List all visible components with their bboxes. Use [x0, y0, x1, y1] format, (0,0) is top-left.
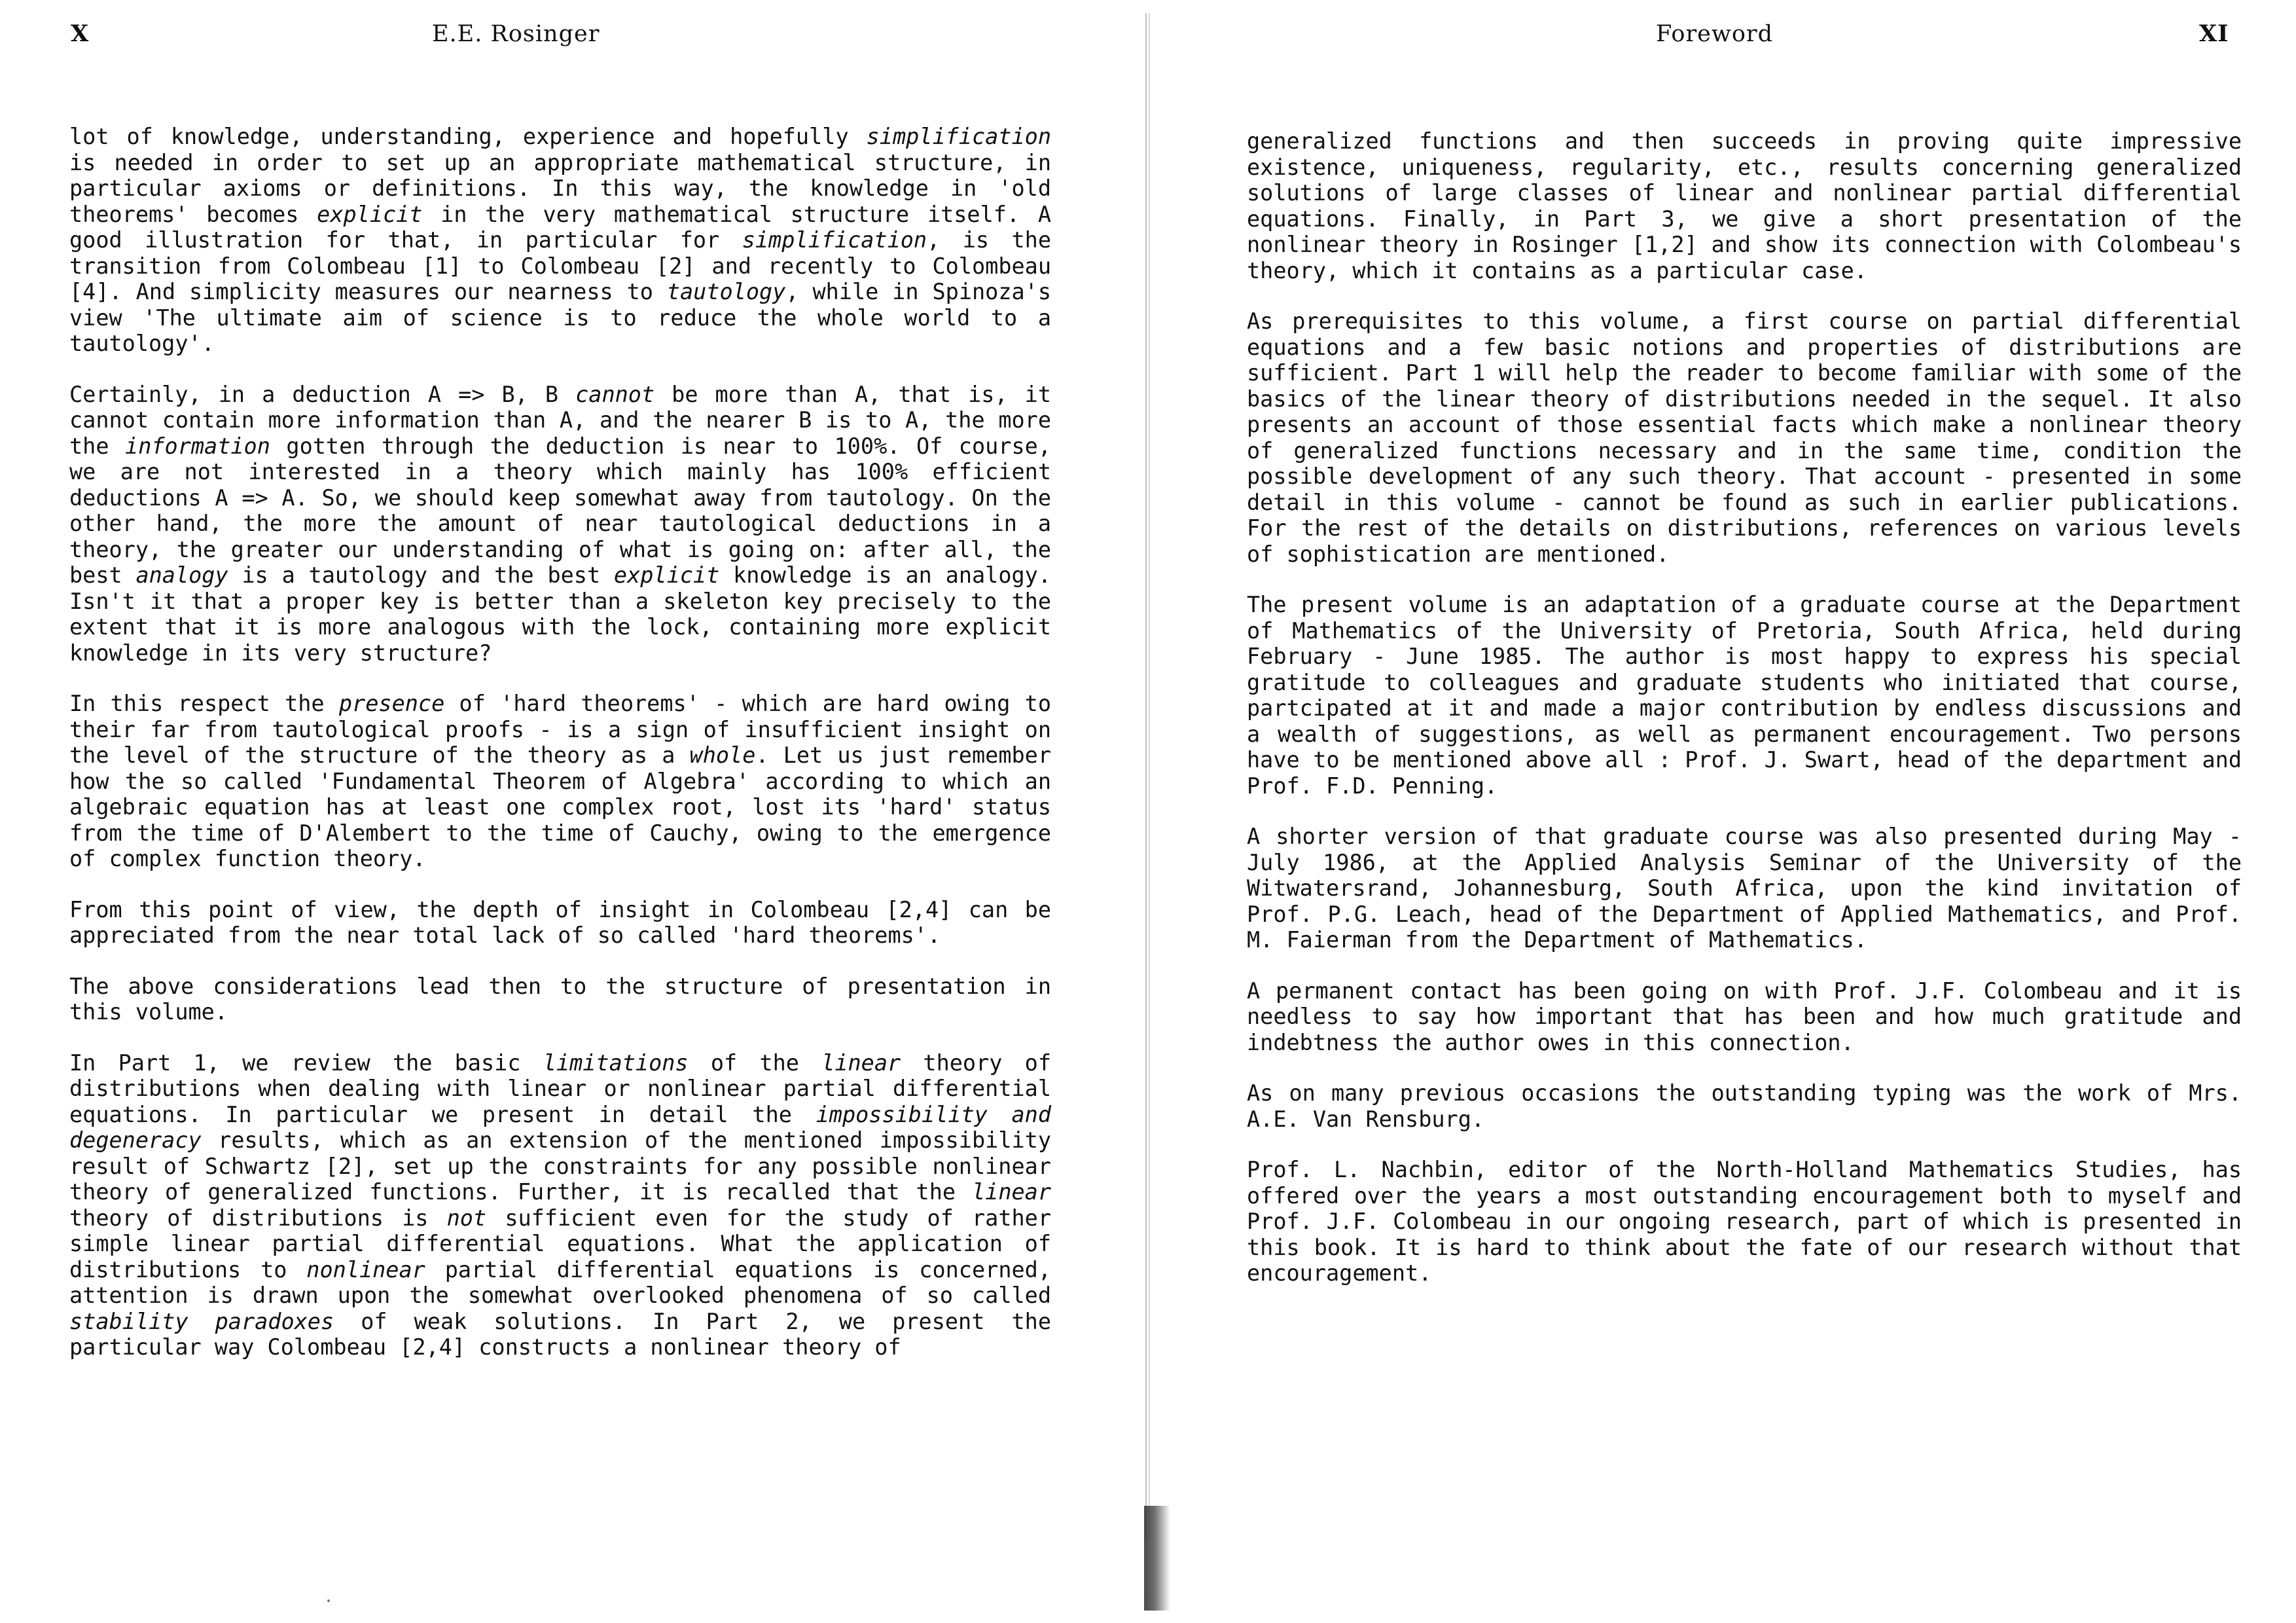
paragraph	[69, 382, 1051, 666]
text-run: of weak solutions. In Part 2, we present the particular way Colombeau [2,4] constructs a nonlinear theory of	[69, 1308, 1051, 1360]
paragraph	[1247, 824, 2242, 953]
paragraph	[69, 897, 1051, 949]
text-run: The present volume is an adaptation of a graduate course at the Department of Mathematics of the University of Pretoria, South Africa, held during February - June 1985. The author is most happy to express his special gratitude to colleagues and graduate students who initiated that course, partcipated at it and made a major contribution by endless discussions and a wealth of suggestions, as well as permanent encouragement. Two persons have to be mentioned above all : Prof. J. Swart, head of the department and Prof. F.D. Penning.	[1247, 592, 2242, 799]
left-page	[0, 0, 1145, 1623]
paragraph	[69, 1050, 1051, 1360]
page-speck	[327, 1599, 330, 1602]
text-run: results, which as an extension of the mentioned impossibility result of Schwartz [2], set up the constraints for any possible nonlinear theory of generalized functions. Further, it is recalled that the	[69, 1127, 1051, 1205]
text-run: , while in Spinoza's view 'The ultimate aim of science is to reduce the whole world to a tautology'.	[69, 279, 1051, 356]
book-gutter	[1144, 13, 1152, 1611]
paragraph	[1247, 978, 2242, 1056]
paragraph	[1247, 1157, 2242, 1286]
emphasis-text: linear	[971, 1179, 1051, 1205]
emphasis-text: stability paradoxes	[69, 1308, 334, 1334]
text-run: knowledge is an analogy. Isn't it that a proper key is better than a skeleton key precisely to the extent that it is more analogous with the lock, containing more explicit knowledge in its very structure?	[69, 562, 1051, 666]
text-run: theory of distributions is	[69, 1205, 447, 1231]
text-run: in the very mathematical structure itself. A good illustration for that, in particular for	[69, 201, 1051, 253]
text-run: of 'hard theorems' - which are hard owing to their far from tautological proofs - is a sign of insufficient insight on the level of the structure of the theory as a	[69, 691, 1051, 768]
text-run: As prerequisites to this volume, a first course on partial differential equations and a few basic notions and properties of distributions are sufficient. Part 1 will help the reader to become familiar with some of the basics of the linear theory of distributions needed in the sequel. It also presents an account of those essential facts which make a nonlinear theory of generalized functions necessary and in the same time, condition the possible development of any such theory. That account - presented in some detail in this volume - cannot be found as such in earlier publications. For the rest of the details on distributions, references on various levels of sophistication are mentioned.	[1247, 308, 2242, 567]
paragraph	[1247, 592, 2242, 799]
emphasis-text: whole	[689, 742, 756, 768]
gutter-line	[1145, 13, 1147, 1539]
paragraph	[1247, 1080, 2242, 1132]
text-run: be more than A, that is, it cannot contain more information than A, and the nearer B is to A, the more the	[69, 381, 1051, 459]
paragraph	[1247, 128, 2242, 283]
text-run: . Let us just remember how the so called 'Fundamental Theorem of Algebra' according to which an algebraic equation has at least one complex root, lost its 'hard' status from the time of D'Alembert to the time of Cauchy, owing to the emergence of complex function theory.	[69, 742, 1051, 871]
emphasis-text: simplification	[866, 124, 1051, 149]
emphasis-text: linear	[821, 1049, 901, 1076]
running-head-author: E.E. Rosinger	[432, 21, 600, 47]
text-run: A shorter version of that graduate course was also presented during May - July 1986, at the Applied Analysis Seminar of the University of the Witwatersrand, Johannesburg, South Africa, upon the kind invitation of Prof. P.G. Leach, head of the Department of Applied Mathematics, and Prof. M. Faierman from the Department of Mathematics.	[1247, 824, 2242, 953]
text-run: Prof. L. Nachbin, editor of the North-Holland Mathematics Studies, has offered over the years a most outstanding encouragement both to myself and Prof. J.F. Colombeau in our ongoing research, part of which is presented in this book. It is hard to think about the fate of our research without that encouragement.	[1247, 1157, 2242, 1286]
gutter-line	[1149, 13, 1150, 1539]
paragraph	[1247, 308, 2242, 567]
paragraph	[69, 124, 1051, 357]
page-number-left: X	[71, 20, 90, 47]
text-run: is a tautology and the best	[228, 562, 614, 588]
text-run: partial differential equations is concerned, attention is drawn upon the somewhat overlooked phenomena of so called	[69, 1256, 1051, 1308]
text-run: In Part 1, we review the basic	[69, 1049, 543, 1076]
emphasis-text: nonlinear	[306, 1256, 425, 1283]
page-number-right: XI	[2199, 20, 2229, 47]
text-run: of the	[688, 1049, 822, 1076]
emphasis-text: explicit	[317, 201, 423, 227]
text-run: generalized functions and then succeeds in proving quite impressive existence, uniqueness, regularity, etc., results concerning generalized solutions of large classes of linear and nonlinear partial differential equations. Finally, in Part 3, we give a short presentation of the nonlinear theory in Rosinger [1,2] and show its connection with Colombeau's theory, which it contains as a particular case.	[1247, 128, 2242, 283]
emphasis-text: tautology	[666, 279, 786, 304]
emphasis-text: explicit	[613, 562, 720, 588]
emphasis-text: presence	[338, 691, 445, 716]
emphasis-text: limitations	[543, 1049, 689, 1076]
text-run: In this respect the	[69, 691, 339, 716]
emphasis-text: information	[125, 433, 270, 459]
text-run: , is the transition from Colombeau [1] to Colombeau [2] and recently to Colombeau [4]. And simplicity measures our nearness to	[69, 227, 1051, 304]
text-run: is needed in order to set up an appropriate mathematical structure, in particular axioms or definitions. In this way, the knowledge in 'old theorems' becomes	[69, 149, 1051, 227]
left-body-text	[69, 124, 1051, 1385]
paragraph	[69, 691, 1051, 872]
right-page	[1152, 0, 2296, 1623]
emphasis-text: analogy	[135, 562, 228, 588]
text-run: lot of knowledge, understanding, experience and hopefully	[69, 124, 867, 149]
running-head-section: Foreword	[1656, 21, 1774, 47]
text-run: sufficient even for the study of rather simple linear partial differential equations. What the application of distributions to	[69, 1205, 1051, 1283]
text-run: gotten through the deduction is near to 100%. Of course, we are not interested in a theory which mainly has 100% efficient deductions A => A. So, we should keep somewhat away from tautology. On the other hand, the more the amount of near tautological deductions in a theory, the greater our understanding of what is going on: after all, the best	[69, 433, 1051, 588]
text-run: Certainly, in a deduction A => B, B	[69, 381, 576, 407]
emphasis-text: simplification	[742, 227, 927, 253]
text-run: The above considerations lead then to the structure of presentation in this volume.	[69, 973, 1051, 1025]
text-run: theory of distributions when dealing with linear or nonlinear partial differential equations. In particular we present in detail the	[69, 1049, 1051, 1127]
emphasis-text: impossibility and degeneracy	[69, 1101, 1051, 1153]
paragraph	[69, 974, 1051, 1025]
emphasis-text: not	[446, 1205, 487, 1231]
text-run: A permanent contact has been going on with Prof. J.F. Colombeau and it is needless to say how important that has been and how much gratitude and indebtness the author owes in this connection.	[1247, 977, 2242, 1055]
emphasis-text: cannot	[575, 381, 655, 407]
text-run: As on many previous occasions the outstanding typing was the work of Mrs. A.E. Van Rensburg.	[1247, 1080, 2242, 1132]
right-body-text	[1247, 128, 2242, 1311]
text-run: From this point of view, the depth of insight in Colombeau [2,4] can be appreciated from the near total lack of so called 'hard theorems'.	[69, 896, 1051, 948]
